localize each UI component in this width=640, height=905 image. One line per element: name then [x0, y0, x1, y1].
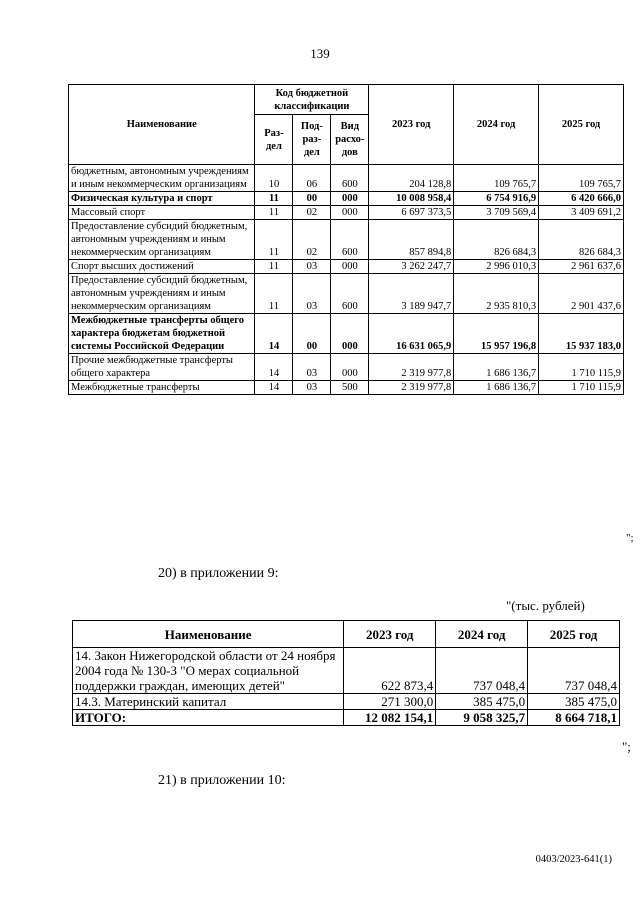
row-razdel: 10	[255, 165, 293, 192]
page-number: 139	[310, 46, 330, 61]
row-2025: 3 409 691,2	[539, 206, 624, 220]
row-name: Массовый спорт	[69, 206, 255, 220]
table-row	[69, 354, 624, 381]
row-2024: 1 686 136,7	[454, 354, 539, 381]
row-podrazdel: 03	[293, 260, 331, 274]
row-vid: 000	[331, 260, 369, 274]
row-razdel: 11	[255, 192, 293, 206]
header-2024: 2024 год	[436, 621, 528, 648]
row-razdel: 11	[255, 220, 293, 260]
row-2023: 2 319 977,8	[369, 354, 454, 381]
table-row	[73, 694, 620, 710]
row-name: 14.3. Материнский капитал	[73, 694, 344, 710]
header-podrazdel: Под-раз-дел	[293, 115, 331, 165]
table-row	[69, 381, 624, 395]
row-2024: 15 957 196,8	[454, 314, 539, 354]
row-2025: 385 475,0	[528, 694, 620, 710]
row-razdel: 14	[255, 381, 293, 395]
row-2025: 15 937 183,0	[539, 314, 624, 354]
appendix9-table	[72, 620, 620, 726]
row-2024: 737 048,4	[436, 648, 528, 694]
table-row	[69, 314, 624, 354]
header-2023: 2023 год	[369, 85, 454, 165]
row-podrazdel: 02	[293, 206, 331, 220]
row-2023: 16 631 065,9	[369, 314, 454, 354]
row-2023: 271 300,0	[344, 694, 436, 710]
row-2024: 9 058 325,7	[436, 710, 528, 726]
header-vid: Вид расхо-дов	[331, 115, 369, 165]
row-2023: 10 008 958,4	[369, 192, 454, 206]
header-code-group: Код бюджетной классификации	[255, 85, 369, 115]
row-2025: 2 961 637,6	[539, 260, 624, 274]
row-2023: 622 873,4	[344, 648, 436, 694]
row-vid: 600	[331, 274, 369, 314]
row-vid: 600	[331, 165, 369, 192]
table-row	[69, 192, 624, 206]
row-podrazdel: 03	[293, 381, 331, 395]
header-2025: 2025 год	[539, 85, 624, 165]
row-vid: 000	[331, 314, 369, 354]
row-razdel: 11	[255, 274, 293, 314]
table-row	[69, 274, 624, 314]
row-2025: 109 765,7	[539, 165, 624, 192]
row-name: Спорт высших достижений	[69, 260, 255, 274]
paragraph-21: 21) в приложении 10:	[158, 773, 286, 788]
table2-closing-quote: ";	[622, 739, 631, 754]
header-2024: 2024 год	[454, 85, 539, 165]
row-2025: 1 710 115,9	[539, 381, 624, 395]
table-row	[69, 260, 624, 274]
budget-table-appendix	[68, 84, 624, 395]
row-razdel: 11	[255, 206, 293, 220]
row-razdel: 11	[255, 260, 293, 274]
row-name: Предоставление субсидий бюджетным, автономным учреждениям и иным некоммерческим организациям	[69, 274, 255, 314]
header-razdel: Раз-дел	[255, 115, 293, 165]
row-2023: 857 894,8	[369, 220, 454, 260]
row-2024: 826 684,3	[454, 220, 539, 260]
row-podrazdel: 02	[293, 220, 331, 260]
row-2024: 2 996 010,3	[454, 260, 539, 274]
row-vid: 000	[331, 206, 369, 220]
table-row	[73, 648, 620, 694]
row-vid: 500	[331, 381, 369, 395]
row-name: Предоставление субсидий бюджетным, автономным учреждениям и иным некоммерческим организациям	[69, 220, 255, 260]
row-vid: 000	[331, 192, 369, 206]
row-podrazdel: 03	[293, 274, 331, 314]
row-2025: 6 420 666,0	[539, 192, 624, 206]
row-2024: 1 686 136,7	[454, 381, 539, 395]
row-2024: 385 475,0	[436, 694, 528, 710]
row-name: Прочие межбюджетные трансферты общего характера	[69, 354, 255, 381]
table-row-total	[73, 710, 620, 726]
row-2025: 1 710 115,9	[539, 354, 624, 381]
row-2024: 3 709 569,4	[454, 206, 539, 220]
row-name: Межбюджетные трансферты	[69, 381, 255, 395]
table-row	[69, 220, 624, 260]
row-2024: 6 754 916,9	[454, 192, 539, 206]
row-2024: 109 765,7	[454, 165, 539, 192]
row-podrazdel: 00	[293, 314, 331, 354]
row-podrazdel: 06	[293, 165, 331, 192]
units-note: "(тыс. рублей)	[506, 598, 585, 613]
table-row	[69, 206, 624, 220]
row-2023: 12 082 154,1	[344, 710, 436, 726]
row-podrazdel: 00	[293, 192, 331, 206]
header-name: Наименование	[69, 85, 255, 165]
paragraph-20: 20) в приложении 9:	[158, 566, 279, 581]
row-2025: 737 048,4	[528, 648, 620, 694]
header-2025: 2025 год	[528, 621, 620, 648]
table1-closing-quote: ";	[626, 532, 634, 544]
row-2025: 8 664 718,1	[528, 710, 620, 726]
row-2023: 3 189 947,7	[369, 274, 454, 314]
row-razdel: 14	[255, 354, 293, 381]
row-2023: 6 697 373,5	[369, 206, 454, 220]
header-name: Наименование	[73, 621, 344, 648]
table-row	[69, 165, 624, 192]
row-2023: 204 128,8	[369, 165, 454, 192]
row-2024: 2 935 810,3	[454, 274, 539, 314]
row-vid: 600	[331, 220, 369, 260]
row-vid: 000	[331, 354, 369, 381]
row-name: ИТОГО:	[73, 710, 344, 726]
document-code: 0403/2023-641(1)	[535, 854, 612, 865]
row-razdel: 14	[255, 314, 293, 354]
row-2025: 826 684,3	[539, 220, 624, 260]
row-2023: 2 319 977,8	[369, 381, 454, 395]
row-name: бюджетным, автономным учреждениям и иным некоммерческим организациям	[69, 165, 255, 192]
row-name: Физическая культура и спорт	[69, 192, 255, 206]
row-2023: 3 262 247,7	[369, 260, 454, 274]
row-name: Межбюджетные трансферты общего характера бюджетам бюджетной системы Российской Федерации	[69, 314, 255, 354]
row-name: 14. Закон Нижегородской области от 24 ноября 2004 года № 130-З "О мерах социальной поддержки граждан, имеющих детей"	[73, 648, 344, 694]
row-2025: 2 901 437,6	[539, 274, 624, 314]
header-2023: 2023 год	[344, 621, 436, 648]
row-podrazdel: 03	[293, 354, 331, 381]
